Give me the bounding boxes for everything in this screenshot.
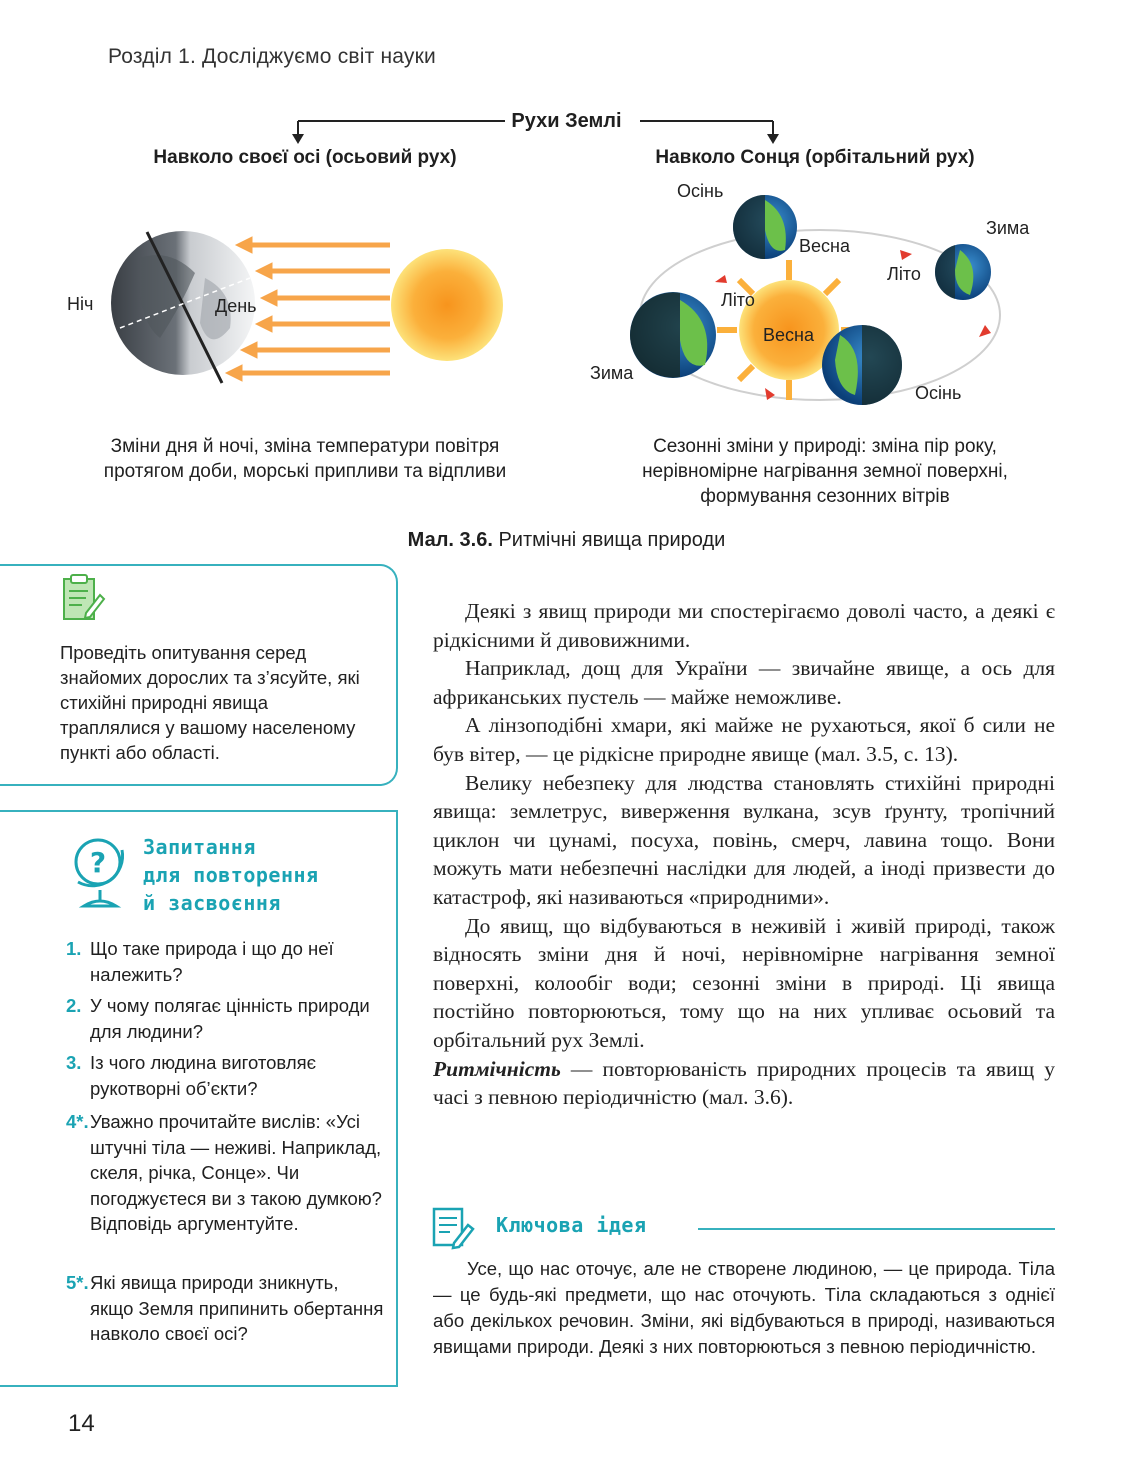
page-header: Розділ 1. Досліджуємо світ науки bbox=[108, 45, 436, 68]
spring-center-label: Весна bbox=[763, 325, 814, 345]
figure-title: Рухи Землі bbox=[511, 110, 622, 132]
defined-term: Ритмічність bbox=[433, 1056, 561, 1081]
figure-label bbox=[0, 529, 1133, 552]
question-globe-icon bbox=[70, 832, 132, 912]
winter-right-label: Зима bbox=[986, 218, 1030, 238]
spring-top-label: Весна bbox=[799, 236, 850, 256]
questions-title-line: й засвоєння bbox=[143, 891, 281, 915]
questions-title bbox=[143, 833, 383, 917]
questions-title-line: для повторення bbox=[143, 863, 319, 887]
question-number: 5*. bbox=[66, 1272, 89, 1293]
earth-winter-right bbox=[935, 244, 991, 300]
question-item bbox=[66, 1109, 386, 1269]
autumn-top-label: Осінь bbox=[677, 181, 724, 201]
clipboard-icon bbox=[58, 573, 106, 623]
paragraph: Деякі з явищ природи ми спостерігаємо доволі часто, а деякі є рідкісними й дивовижними. bbox=[433, 599, 1055, 652]
key-idea-paragraph: Усе, що нас оточує, але не створене людиною, — це природа. Тіла — це будь-які предмети, що нас оточують. Тіла складаються з однієї або декількох речовин. Зміни, які відбуваються в природі, називаються явищами природи. Деякі з них повторюються з певною періодичністю. bbox=[433, 1258, 1055, 1357]
autumn-bottom-label: Осінь bbox=[915, 383, 962, 403]
question-text: Уважно прочитайте вислів: «Усі штучні тіла — неживі. Наприклад, скеля, річка, Сонце». Чи погоджуєтеся ви з такою думкою? Відповідь аргументуйте. bbox=[90, 1111, 382, 1234]
summer-left-label: Літо bbox=[721, 290, 755, 310]
key-idea-text bbox=[433, 1256, 1055, 1360]
question-number: 3. bbox=[66, 1052, 82, 1073]
question-number: 1. bbox=[66, 938, 82, 959]
question-text: Що таке природа і що до неї належить? bbox=[90, 938, 334, 985]
question-text: Із чого людина виготовляє рукотворні об’єкти? bbox=[90, 1052, 317, 1099]
key-idea-title: Ключова ідея bbox=[496, 1213, 647, 1237]
question-number: 4*. bbox=[66, 1111, 89, 1132]
figure-number: Мал. 3.6. bbox=[407, 529, 493, 551]
paragraph: Наприклад, дощ для України — звичайне явище, а ось для африканських пустель — майже неможливе. bbox=[433, 656, 1055, 709]
svg-text:?: ? bbox=[89, 846, 107, 879]
definition-text: — повторюваність природних процесів та явищ у часі з певною періодичністю (мал. 3.6). bbox=[433, 1056, 1055, 1110]
question-item bbox=[66, 993, 386, 1045]
winter-left-label: Зима bbox=[590, 363, 634, 383]
question-text: У чому полягає цінність природи для людини? bbox=[90, 995, 370, 1042]
orbital-motion-subtitle: Навколо Сонця (орбітальний рух) bbox=[655, 147, 975, 168]
questions-title-line: Запитання bbox=[143, 835, 256, 859]
figure-caption-text: Ритмічні явища природи bbox=[498, 529, 726, 551]
key-idea-divider bbox=[698, 1228, 1055, 1230]
orbital-caption: Сезонні зміни у природі: зміна пір року, нерівномірне нагрівання земної поверхні, формування сезонних вітрів bbox=[642, 436, 1008, 507]
question-item bbox=[66, 1270, 386, 1375]
question-item bbox=[66, 936, 386, 988]
axial-motion-subtitle: Навколо своєї осі (осьовий рух) bbox=[153, 147, 457, 168]
sun bbox=[391, 249, 503, 361]
page-number: 14 bbox=[68, 1410, 95, 1437]
earth-winter-left bbox=[630, 292, 716, 378]
night-label: Ніч bbox=[67, 294, 94, 314]
day-label: День bbox=[215, 296, 257, 316]
paragraph: До явищ, що відбуваються в неживій і живій природі, також відносять зміни дня й ночі, нерівномірне нагрівання земної поверхні, колообіг води; сезонні зміни в природі. Ці явища постійно повторюються, тому що на них упливає осьовий та орбітальний рух Землі. bbox=[433, 913, 1055, 1052]
question-item bbox=[66, 1050, 386, 1102]
orbital-diagram bbox=[625, 190, 1045, 420]
question-number: 2. bbox=[66, 995, 82, 1016]
axial-caption: Зміни дня й ночі, зміна температури повітря протягом доби, морські припливи та відпливи bbox=[103, 436, 507, 482]
question-text: Які явища природи зникнуть, якщо Земля припинить обертання навколо своєї осі? bbox=[90, 1272, 384, 1344]
earth-autumn-top bbox=[733, 195, 797, 259]
summer-right-label: Літо bbox=[887, 264, 921, 284]
paragraph: Велику небезпеку для людства становлять стихійні природні явища: землетрус, виверження вулкана, зсув ґрунту, тропічний циклон чи цунамі, посуха, повінь, смерч, лавина тощо. Вони можуть мати небезпечні наслідки для людей, а іноді призвести до катастроф, які називаються «природними». bbox=[433, 770, 1055, 909]
survey-text: Проведіть опитування серед знайомих дорослих та з’ясуйте, які стихійні природні явища траплялися у вашому населеному пункті або області. bbox=[60, 642, 360, 763]
key-idea-icon bbox=[430, 1205, 476, 1251]
earth-autumn-bottom bbox=[822, 325, 902, 405]
paragraph-definition bbox=[433, 1055, 1055, 1112]
paragraph: А лінзоподібні хмари, які майже не рухаються, якої б сили не був вітер, — це рідкісне природне явище (мал. 3.5, с. 13). bbox=[433, 713, 1055, 766]
axial-rotation-diagram bbox=[100, 218, 520, 393]
main-text bbox=[433, 597, 1055, 1112]
